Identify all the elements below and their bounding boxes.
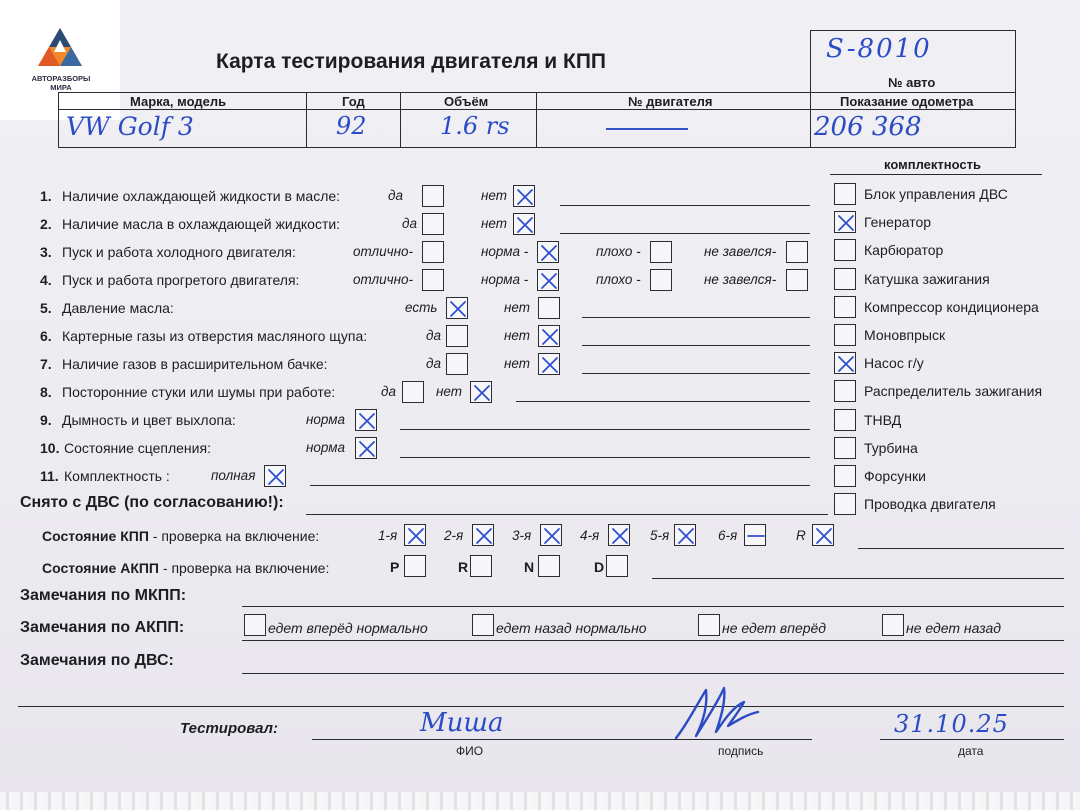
fill-line (582, 345, 810, 346)
check-label: Пуск и работа прогретого двигателя: (62, 272, 300, 288)
model-value: VW Golf 3 (66, 112, 194, 141)
check-mark-icon (676, 526, 696, 551)
gear-checkbox[interactable] (472, 524, 494, 546)
akpp-remark-label: едет вперёд нормально (268, 620, 428, 636)
option-checkbox[interactable] (513, 185, 535, 207)
date-label: дата (958, 744, 984, 758)
option-label: нет (481, 216, 508, 231)
check-label: Посторонние стуки или шумы при работе: (62, 384, 336, 400)
dvs-remarks-label: Замечания по ДВС: (20, 652, 174, 669)
akpp-remarks-label: Замечания по АКПП: (20, 619, 185, 636)
akpp-label (42, 560, 329, 576)
col-divider-4 (810, 92, 811, 148)
option-checkbox[interactable] (538, 297, 560, 319)
komplekt-item-label: Компрессор кондиционера (864, 298, 1039, 315)
fill-line (582, 373, 810, 374)
auto-number-value: S-8010 (826, 34, 932, 64)
fio-line (312, 739, 652, 740)
fill-line (516, 401, 810, 402)
komplekt-checkbox[interactable] (834, 380, 856, 402)
row-number: 3. (40, 244, 52, 260)
kpp-label (42, 528, 319, 544)
kpp-label-rest: - проверка на включение: (148, 528, 320, 544)
separator-line (18, 706, 1064, 707)
signature-icon (672, 680, 762, 744)
komplekt-checkbox[interactable] (834, 437, 856, 459)
col-year-header: Год (342, 94, 365, 109)
komplekt-checkbox[interactable] (834, 352, 856, 374)
option-checkbox[interactable] (786, 269, 808, 291)
row-number: 4. (40, 272, 52, 288)
gear-checkbox[interactable] (404, 524, 426, 546)
check-mark-icon (357, 439, 377, 464)
komplekt-checkbox[interactable] (834, 211, 856, 233)
option-checkbox[interactable] (446, 353, 468, 375)
removed-label: Снято с ДВС (по согласованию!): (20, 494, 284, 511)
option-checkbox[interactable] (446, 325, 468, 347)
komplekt-checkbox[interactable] (834, 268, 856, 290)
option-checkbox[interactable] (422, 241, 444, 263)
option-checkbox[interactable] (355, 437, 377, 459)
komplekt-item-label: Форсунки (864, 468, 926, 484)
komplekt-item-label: Моновпрыск (864, 327, 946, 343)
check-mark-icon (515, 215, 535, 240)
col-divider-3 (536, 92, 537, 148)
signature-label: подпись (718, 744, 764, 758)
fill-line (582, 317, 810, 318)
akpp-remark-checkbox[interactable] (698, 614, 720, 636)
col-divider-2 (400, 92, 401, 148)
col-odometer-header: Показание одометра (840, 94, 974, 109)
akpp-remark-label: не едет назад (906, 620, 1001, 636)
check-label: Пуск и работа холодного двигателя: (62, 244, 296, 260)
year-value: 92 (336, 112, 367, 140)
akpp-mode-checkbox[interactable] (404, 555, 426, 577)
option-label: да (381, 384, 396, 399)
gear-checkbox[interactable] (812, 524, 834, 546)
check-mark-icon (515, 187, 535, 212)
mkpp-remarks-line (242, 606, 1064, 607)
komplekt-item-label: Распределитель зажигания (864, 383, 1043, 400)
gear-checkbox[interactable] (608, 524, 630, 546)
akpp-mode-label: D (594, 559, 605, 575)
fill-line (560, 233, 810, 234)
signature-line (652, 739, 812, 740)
komplekt-title-line (830, 174, 1042, 175)
akpp-remark-label: едет назад нормально (496, 620, 647, 636)
komplekt-item-label: Насос г/у (864, 355, 924, 372)
akpp-remark-label: не едет вперёд (722, 620, 827, 636)
akpp-remark-checkbox[interactable] (472, 614, 494, 636)
logo-text-1: АВТОРАЗБОРЫ (31, 74, 91, 83)
option-label: нет (436, 384, 463, 399)
gear-label: 4-я (580, 528, 600, 543)
option-label: нет (481, 188, 508, 203)
gear-checkbox[interactable] (540, 524, 562, 546)
check-mark-icon (266, 467, 286, 492)
option-checkbox[interactable] (422, 269, 444, 291)
dvs-remarks-line (242, 673, 1064, 674)
check-mark-icon (474, 526, 494, 551)
komplekt-checkbox[interactable] (834, 409, 856, 431)
komplekt-item-label: Карбюратор (864, 242, 944, 259)
fill-line (400, 457, 810, 458)
check-label: Наличие масла в охлаждающей жидкости: (62, 216, 341, 232)
option-label: отлично- (353, 244, 413, 259)
komplekt-item-label: Блок управления ДВС (864, 186, 1008, 202)
check-mark-icon (406, 526, 426, 551)
row-number: 9. (40, 412, 52, 428)
komplekt-checkbox[interactable] (834, 465, 856, 487)
removed-line (306, 514, 828, 515)
option-label: норма - (481, 272, 529, 287)
fill-line (310, 485, 810, 486)
option-label: да (426, 356, 441, 371)
check-label: Состояние сцепления: (64, 440, 211, 456)
kpp-line (858, 548, 1064, 549)
check-mark-icon (542, 526, 562, 551)
col-engine-header: № двигателя (628, 94, 713, 109)
date-value: 31.10.25 (894, 710, 1009, 738)
check-mark-icon (472, 383, 492, 408)
option-label: да (426, 328, 441, 343)
dash-mark-icon (746, 526, 766, 551)
mkpp-remarks-label: Замечания по МКПП: (20, 587, 187, 604)
check-mark-icon (610, 526, 630, 551)
page-title: Карта тестирования двигателя и КПП (216, 50, 607, 73)
fill-line (560, 205, 810, 206)
option-checkbox[interactable] (538, 325, 560, 347)
row-number: 11. (40, 468, 59, 484)
auto-number-label: № авто (888, 75, 936, 90)
option-checkbox[interactable] (650, 269, 672, 291)
option-checkbox[interactable] (402, 381, 424, 403)
option-label: нет (504, 300, 531, 315)
option-label: норма - (481, 244, 529, 259)
check-mark-icon (540, 355, 560, 380)
logo-text-2: МИРА (50, 83, 72, 92)
option-checkbox[interactable] (470, 381, 492, 403)
komplekt-item-label: Проводка двигателя (864, 496, 996, 513)
fill-line (400, 429, 810, 430)
gear-checkbox[interactable] (744, 524, 766, 546)
gear-label: 2-я (444, 528, 464, 543)
check-mark-icon (814, 526, 834, 551)
option-label: есть (405, 300, 438, 315)
akpp-line (652, 578, 1064, 579)
col-divider-1 (306, 92, 307, 148)
komplekt-title: комплектность (884, 157, 981, 172)
gear-checkbox[interactable] (674, 524, 696, 546)
gear-label: 5-я (650, 528, 670, 543)
row-number: 7. (40, 356, 52, 372)
komplekt-checkbox[interactable] (834, 183, 856, 205)
check-label: Комплектность : (64, 468, 170, 484)
komplekt-checkbox[interactable] (834, 296, 856, 318)
option-label: не завелся- (704, 272, 777, 287)
akpp-mode-label: N (524, 559, 535, 575)
option-checkbox[interactable] (786, 241, 808, 263)
option-label: отлично- (353, 272, 413, 287)
option-checkbox[interactable] (264, 465, 286, 487)
check-mark-icon (539, 243, 559, 268)
tested-label: Тестировал: (180, 720, 278, 737)
check-mark-icon (539, 271, 559, 296)
option-label: норма (306, 440, 346, 455)
option-label: нет (504, 356, 531, 371)
option-checkbox[interactable] (513, 213, 535, 235)
option-label: полная (211, 468, 256, 483)
odometer-value: 206 368 (814, 112, 922, 142)
komplekt-item-label: ТНВД (864, 411, 902, 428)
check-label: Наличие охлаждающей жидкости в масле: (62, 188, 341, 204)
option-label: плохо - (596, 272, 641, 287)
gear-label: R (796, 528, 806, 543)
check-label: Картерные газы из отверстия масляного щупа: (62, 328, 368, 344)
option-label: норма (306, 412, 346, 427)
option-checkbox[interactable] (422, 185, 444, 207)
date-line (880, 739, 1064, 740)
col-model-header: Марка, модель (130, 94, 227, 109)
akpp-mode-label: P (390, 559, 400, 575)
komplekt-checkbox[interactable] (834, 239, 856, 261)
gear-label: 6-я (718, 528, 738, 543)
option-label: нет (504, 328, 531, 343)
kpp-label-bold: Состояние КПП (42, 528, 149, 544)
gear-label: 3-я (512, 528, 532, 543)
engine-number-dash (606, 128, 688, 130)
option-label: не завелся- (704, 244, 777, 259)
check-mark-icon (836, 354, 856, 379)
komplekt-checkbox[interactable] (834, 324, 856, 346)
row-number: 10. (40, 440, 60, 456)
volume-value: 1.6 rs (440, 112, 510, 140)
row-number: 2. (40, 216, 52, 232)
logo-mark-icon (36, 26, 84, 68)
akpp-remark-checkbox[interactable] (882, 614, 904, 636)
check-label: Дымность и цвет выхлопа: (62, 412, 236, 428)
row-number: 5. (40, 300, 52, 316)
vehicle-table-divider (58, 109, 1016, 110)
option-checkbox[interactable] (422, 213, 444, 235)
akpp-mode-label: R (458, 559, 469, 575)
akpp-label-rest: - проверка на включение: (159, 560, 330, 576)
option-checkbox[interactable] (446, 297, 468, 319)
komplekt-item-label: Катушка зажигания (864, 270, 990, 287)
option-label: да (402, 216, 417, 231)
option-checkbox[interactable] (650, 241, 672, 263)
row-number: 1. (40, 188, 52, 204)
check-mark-icon (448, 299, 468, 324)
akpp-mode-checkbox[interactable] (470, 555, 492, 577)
fio-label: ФИО (456, 744, 484, 758)
option-checkbox[interactable] (537, 269, 559, 291)
check-mark-icon (540, 327, 560, 352)
check-mark-icon (836, 213, 856, 238)
gear-label: 1-я (378, 528, 398, 543)
check-mark-icon (357, 411, 377, 436)
option-checkbox[interactable] (538, 353, 560, 375)
akpp-mode-checkbox[interactable] (538, 555, 560, 577)
option-label: плохо - (596, 244, 641, 259)
komplekt-checkbox[interactable] (834, 493, 856, 515)
row-number: 8. (40, 384, 52, 400)
option-label: да (388, 188, 403, 203)
akpp-mode-checkbox[interactable] (606, 555, 628, 577)
row-number: 6. (40, 328, 52, 344)
komplekt-item-label: Генератор (864, 214, 932, 231)
komplekt-item-label: Турбина (864, 439, 918, 456)
check-label: Давление масла: (62, 300, 174, 316)
col-volume-header: Объём (444, 94, 489, 109)
option-checkbox[interactable] (537, 241, 559, 263)
fio-value: Миша (420, 708, 504, 738)
option-checkbox[interactable] (355, 409, 377, 431)
akpp-remarks-line (242, 640, 1064, 641)
akpp-remark-checkbox[interactable] (244, 614, 266, 636)
akpp-label-bold: Состояние АКПП (42, 560, 159, 576)
check-label: Наличие газов в расширительном бачке: (62, 356, 328, 372)
